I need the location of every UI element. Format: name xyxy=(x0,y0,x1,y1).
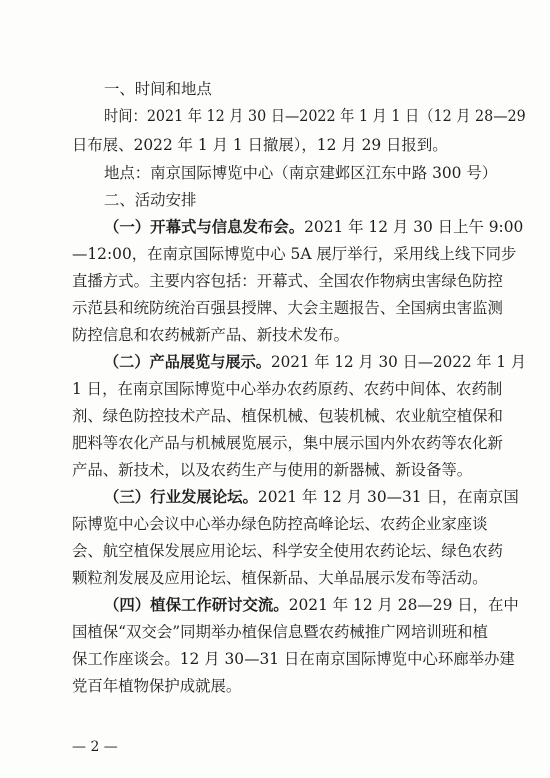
paragraph-line: 肥料等农化产品与机械展览展示，集中展示国内外农药等农化新 xyxy=(72,434,503,452)
section-heading: 二、活动安排 xyxy=(104,191,197,209)
paragraph-line: 国植保“双交会”同期举办植保信息暨农药械推广网培训班和植 xyxy=(72,623,488,641)
paragraph-first-line xyxy=(104,487,519,507)
paragraph-line: 产品、新技术，以及农药生产与使用的新器械、新设备等。 xyxy=(72,461,473,479)
paragraph-line: 直播方式。主要内容包括：开幕式、全国农作物病虫害绿色防控 xyxy=(72,272,503,290)
paragraph-line: 际博览中心会议中心举办绿色防控高峰论坛、农药企业家座谈 xyxy=(72,515,488,533)
item-title: （三）行业发展论坛。 xyxy=(104,488,258,506)
paragraph-line: 党百年植物保护成就展。 xyxy=(72,677,242,695)
paragraph-line: 示范县和统防统治百强县授牌、大会主题报告、全国病虫害监测 xyxy=(72,299,503,317)
item-title: （四）植保工作研讨交流。 xyxy=(104,596,289,614)
paragraph-line: 保工作座谈会。12 月 30—31 日在南京国际博览中心环廊举办建 xyxy=(72,650,515,668)
location-line: 地点：南京国际博览中心（南京建邺区江东中路 300 号） xyxy=(104,164,498,182)
item-text: 2021 年 12 月 30 日上午 9:00 xyxy=(304,218,524,236)
paragraph-line: 防控信息和农药械新产品、新技术发布。 xyxy=(72,326,350,344)
item-text: 2021 年 12 月 30—31 日，在南京国 xyxy=(257,488,519,506)
paragraph-first-line xyxy=(104,595,519,615)
item-title: （一）开幕式与信息发布会。 xyxy=(104,218,305,236)
paragraph-first-line xyxy=(104,217,523,237)
paragraph-line: 剂、绿色防控技术产品、植保机械、包装机械、农业航空植保和 xyxy=(72,407,503,425)
time-line: 时间：2021 年 12 月 30 日—2022 年 1 月 1 日（12 月 28—29 xyxy=(104,107,526,125)
paragraph-first-line xyxy=(104,352,526,372)
paragraph-line: 1 日，在南京国际博览中心举办农药原药、农药中间体、农药制 xyxy=(72,380,503,398)
paragraph-line: —12:00，在南京国际博览中心 5A 展厅举行，采用线上线下同步 xyxy=(72,245,517,263)
item-title: （二）产品展览与展示。 xyxy=(104,353,271,371)
page-number: — 2 — xyxy=(72,739,118,755)
paragraph-line: 会、航空植保发展应用论坛、科学安全使用农药论坛、绿色农药 xyxy=(72,542,503,560)
item-text: 2021 年 12 月 28—29 日，在中 xyxy=(288,596,519,614)
item-text: 2021 年 12 月 30 日—2022 年 1 月 xyxy=(270,353,527,371)
paragraph-line: 颗粒剂发展及应用论坛、植保新品、大单品展示发布等活动。 xyxy=(72,569,488,587)
time-line: 日布展、2022 年 1 月 1 日撤展），12 月 29 日报到。 xyxy=(72,136,448,154)
section-heading: 一、时间和地点 xyxy=(104,80,212,98)
